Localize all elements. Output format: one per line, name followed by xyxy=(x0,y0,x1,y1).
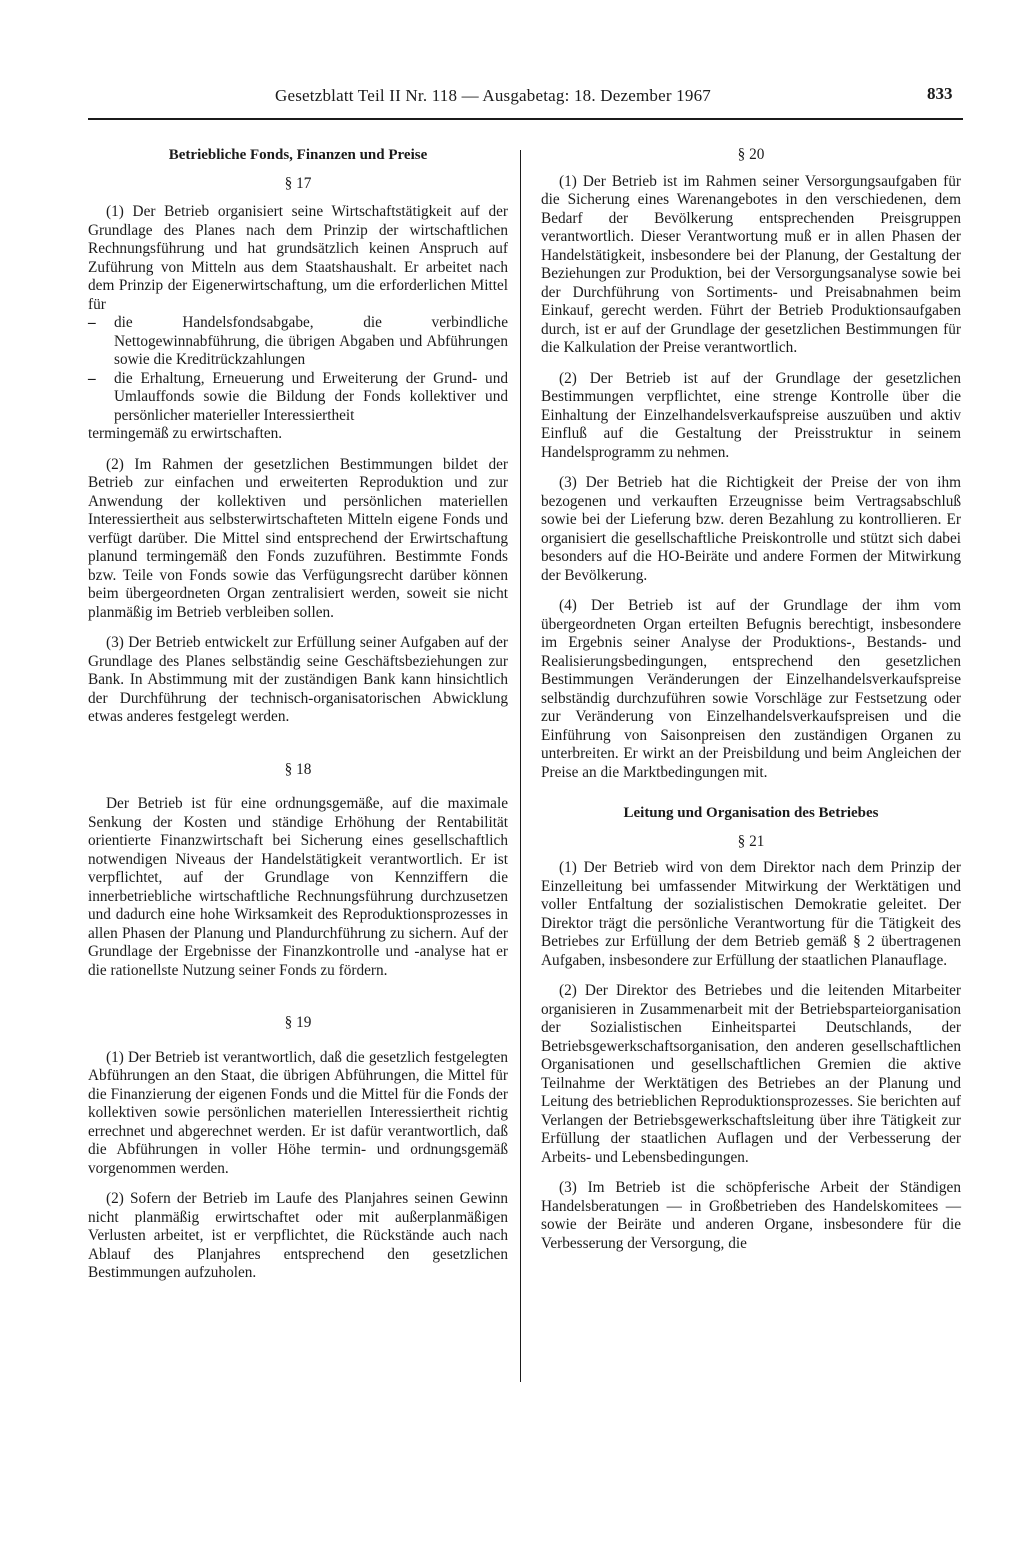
section-heading-2: Leitung und Organisation des Betriebes xyxy=(623,805,879,821)
paragraph-20-1: (1) Der Betrieb ist im Rahmen seiner Versorgungsaufgaben für die Sicherung eines Warenangebotes in den verschiedenen, dem Bedarf der Bevölkerung entsprechenden Preisgruppen verantwortlich. Dieser Verantwortung muß er in allen Phasen der Handelstätigkeit, insbesondere bei der Planung, der Gestaltung der Beziehungen zur Produktion, bei der Versorgungsanalyse sowie bei der Durchführung von Sortiments- und Preisabnahmen beim Einkauf, gerecht werden. Führt der Betrieb Produktionsaufgaben durch, ist er auf der Grundlage der gesetzlichen Bestimmungen für die Kalkulation der Preise verantwortlich. xyxy=(541,172,961,356)
paragraph-19-1: (1) Der Betrieb ist verantwortlich, daß die gesetzlich festgelegten Abführungen an den Staat, die übrigen Abführungen, die Mittel für die Finanzierung der eigenen Fonds und die Mittel für die Fonds der kollektiven sowie persönlichen materiellen Interessiertheit richtig errechnet und abgerechnet werden. Er ist dafür verantwortlich, daß die Abführungen in voller Höhe termin- und ordnungsgemäß vorgenommen werden. xyxy=(88,1048,508,1177)
paragraph-19-2: (2) Sofern der Betrieb im Laufe des Planjahres seinen Gewinn nicht planmäßig erwirtschaftet oder mit außerplanmäßigen Verlusten arbeitet, ist er verpflichtet, die Rückstände auch nach Ablauf des Planjahres entsprechend den gesetzlichen Bestimmungen aufzuholen. xyxy=(88,1190,508,1281)
paragraph-title-21: § 21 xyxy=(737,832,765,850)
paragraph-21-1: (1) Der Betrieb wird von dem Direktor nach dem Prinzip der Einzelleitung bei umfassender Mitwirkung der Werktätigen und voller Entfaltung der sozialistischen Demokratie geleitet. Der Direktor trägt die persönliche Verantwortung für die Tätigkeit des Betriebes zur Erfüllung der dem Betrieb gemäß § 2 übertragenen Aufgaben, insbesondere zur Erfüllung der staatlichen Planauflage. xyxy=(541,859,961,969)
column-divider xyxy=(520,150,521,1382)
left-column xyxy=(88,146,508,1283)
paragraph-18-1: Der Betrieb ist für eine ordnungsgemäße, auf die maximale Senkung der Kosten und ständige Erhöhung der Rentabilität orientierte Finanzwirtschaft bei Sicherung eines gesellschaftlich notwendigen Niveaus der Handelstätigkeit verantwortlich. Er ist verpflichtet, auf der Grundlage von Kennziffern die innerbetriebliche wirtschaftliche Rechnungsführung durchzusetzen und dadurch eine hohe Wirksamkeit des Reproduktionsprozesses in allen Phasen der Planung und Plandurchführung zu sichern. Auf der Grundlage der Ergebnisse der Finanzkontrolle und -analyse hat er die rationellste Nutzung seiner Fonds zu fördern. xyxy=(88,795,508,979)
dash-mark: – xyxy=(88,369,96,387)
dash-item-text: die Handelsfondsabgabe, die verbindliche Nettogewinnabführung, die übrigen Abgaben und Abführungen sowie die Kreditrückzahlungen xyxy=(114,314,508,368)
paragraph-20-2: (2) Der Betrieb ist auf der Grundlage der gesetzlichen Bestimmungen verpflichtet, eine strenge Kontrolle über die Einhaltung der Einzelhandelsverkaufspreise auszuüben und aktiv Einfluß auf die Gestaltung der Preisstruktur in seinem Handelsprogramm zu nehmen. xyxy=(541,369,961,461)
page-number: 833 xyxy=(927,84,953,103)
paragraph-17-conclusion: termingemäß zu erwirtschaften. xyxy=(88,425,283,442)
paragraph-17-2: (2) Im Rahmen der gesetzlichen Bestimmungen bildet der Betrieb zur einfachen und erweiterten Reproduktion und zur Anwendung der kollektiven und persönlichen materiellen Interessiertheit aus selbsterwirtschafteten Mitteln eigene Fonds und verfügt darüber. Die Mittel sind entsprechend der Erwirtschaftung planund termingemäß den Fonds zuzuführen. Bestimmte Fonds bzw. Teile von Fonds sowie das Verfügungsrecht darüber können beim übergeordneten Organ zentralisiert werden, soweit sie nicht planmäßig im Betrieb verbleiben sollen. xyxy=(88,455,508,621)
paragraph-17-3: (3) Der Betrieb entwickelt zur Erfüllung seiner Aufgaben auf der Grundlage des Planes selbständig seine Geschäftsbeziehungen zur Bank. In Abstimmung mit der zuständigen Bank kann hinsichtlich der Durchführung der technisch-organisatorischen Abwicklung etwas anderes festgelegt werden. xyxy=(88,634,508,725)
dash-mark: – xyxy=(88,314,96,331)
paragraph-title-20: § 20 xyxy=(737,146,765,163)
paragraph-title-19: § 19 xyxy=(284,1014,312,1031)
paragraph-20-4: (4) Der Betrieb ist auf der Grundlage der ihm vom übergeordneten Organ erteilten Befugnis berechtigt, insbesondere im Ergebnis seiner Analyse der Produktions-, Bestands- und Realisierungsbedingungen, entsprechend den gesetzlichen Bestimmungen Veränderungen der Einzelhandelsverkaufspreise selbständig durchzuführen sowie Vorschläge zur Festsetzung oder zur Veränderung von Einzelhandelsverkaufspreisen und die Einführung von Saisonpreisen den zuständigen Organen zu unterbreiten. Er wirkt an der Preisbildung und beim Angleichen der Preise an die Marktbedingungen mit. xyxy=(541,597,961,781)
header-rule xyxy=(88,118,963,120)
right-column xyxy=(541,146,961,1253)
paragraph-title-18: § 18 xyxy=(284,760,312,778)
dash-item-2 xyxy=(88,370,508,426)
dash-item-text: die Erhaltung, Erneuerung und Erweiterung der Grund- und Umlauffonds sowie die Bildung der Fonds kollektiver und persönlicher materieller Interessiertheit xyxy=(114,369,508,424)
paragraph-title-17: § 17 xyxy=(284,174,312,192)
paragraph-17-1: (1) Der Betrieb organisiert seine Wirtschaftstätigkeit auf der Grundlage des Planes nach dem Prinzip der wirtschaftlichen Rechnungsführung und hat grundsätzlich keinen Anspruch auf Zuführung von Mitteln aus dem Staatshaushalt. Er arbeitet nach dem Prinzip der Eigenerwirtschaftung, um die erforderlichen Mittel für xyxy=(88,203,508,313)
section-heading: Betriebliche Fonds, Finanzen und Preise xyxy=(168,147,428,163)
dash-item-1 xyxy=(88,314,508,370)
running-header: Gesetzblatt Teil II Nr. 118 — Ausgabetag: 18. Dezember 1967 xyxy=(275,86,711,105)
paragraph-20-3: (3) Der Betrieb hat die Richtigkeit der Preise der von ihm bezogenen und verkauften Erzeugnisse beim Vertragsabschluß sowie bei der Lieferung bzw. deren Bezahlung zu kontrollieren. Er organisiert die gesellschaftliche Preiskontrolle und stützt sich dabei besonders auf die HO-Beiräte und andere Formen der Mitwirkung der Bevölkerung. xyxy=(541,474,961,584)
paragraph-21-3: (3) Im Betrieb ist die schöpferische Arbeit der Ständigen Handelsberatungen — in Großbetrieben des Handelskomitees — sowie der Beiräte und anderen Organe, insbesondere für die Verbesserung der Versorgung, die xyxy=(541,1179,961,1252)
paragraph-21-2: (2) Der Direktor des Betriebes und die leitenden Mitarbeiter organisieren in Zusammenarbeit mit der Betriebsparteiorganisation der Sozialistischen Einheitspartei Deutschlands, der Betriebsgewerkschaftsorganisation, den anderen gesellschaftlichen Organisationen und gesellschaftlichen Gremien die aktive Teilnahme der Werktätigen des Betriebes an der Planung und Leitung des betrieblichen Reproduktionsprozesses. Sie berichten auf Verlangen der Betriebsgewerkschaftsleitung über ihre Tätigkeit zur Erfüllung der staatlichen Auflagen und der Verbesserung der Arbeits- und Lebensbedingungen. xyxy=(541,982,961,1166)
